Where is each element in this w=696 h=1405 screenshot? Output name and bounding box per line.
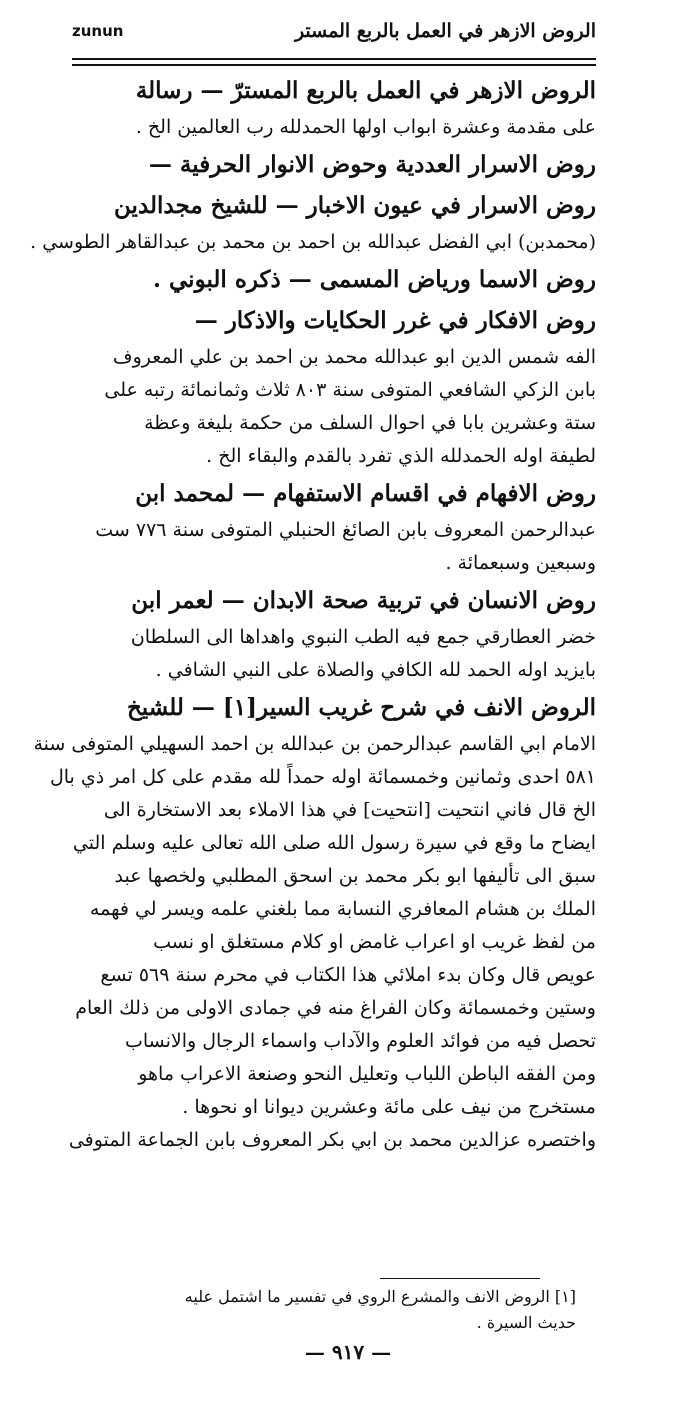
text-line: بايزيد اوله الحمد لله الكافي والصلاة على النبي الشافي . xyxy=(155,659,596,681)
running-title: الروض الازهر في العمل بالربع المستر xyxy=(294,20,596,42)
entry-heading-line: روض الانسان في تربية صحة الابدان — لعمر ابن xyxy=(131,587,596,614)
text-line: الامام ابي القاسم عبدالرحمن بن عبدالله بن احمد السهيلي المتوفى سنة xyxy=(33,733,596,755)
text-line: (محمدبن) ابي الفضل عبدالله بن احمد بن محمد بن عبدالقاهر الطوسي . xyxy=(30,231,596,253)
entry-heading-line: روض الافكار في غرر الحكايات والاذكار — xyxy=(194,307,596,334)
text-line: عبدالرحمن المعروف بابن الصائغ الحنبلي المتوفى سنة ٧٧٦ ست xyxy=(95,519,596,541)
text-line: خضر العطارقي جمع فيه الطب النبوي واهداها الى السلطان xyxy=(130,626,596,648)
text-line: على مقدمة وعشرة ابواب اولها الحمدلله رب العالمين الخ . xyxy=(135,116,596,138)
text-line: من لفظ غريب او اعراب غامض او كلام مستغلق او نسب xyxy=(153,931,596,953)
text-line: الملك بن هشام المعافري النسابة مما بلغني علمه ويسر لي فهمه xyxy=(89,898,596,920)
header-rule-top xyxy=(72,58,596,60)
text-line: واختصره عزالدين محمد بن ابي بكر المعروف بابن الجماعة المتوفى xyxy=(68,1129,596,1151)
entry-heading-line: روض الاسما ورياض المسمى — ذكره البوني . xyxy=(153,266,596,293)
text-line: وستين وخمسمائة وكان الفراغ منه في جمادى الاولى من ذلك العام xyxy=(75,997,596,1019)
text-line: ومن الفقه الباطن اللباب وتعليل النحو وصنعة الاعراب ماهو xyxy=(138,1063,596,1085)
entry-heading-line: الروض الانف في شرح غريب السير[١] — للشيخ xyxy=(126,694,596,721)
entry-heading-line: روض الافهام في اقسام الاستفهام — لمحمد ابن xyxy=(135,480,596,507)
text-line: سبق الى تأليفها ابو بكر محمد بن اسحق المطلبي ولخصها عبد xyxy=(114,865,596,887)
text-line: بابن الزكي الشافعي المتوفى سنة ٨٠٣ ثلاث وثمانمائة رتبه على xyxy=(104,379,596,401)
text-line: الخ قال فاني انتحيت [انتحيت] في هذا الاملاء بعد الاستخارة الى xyxy=(103,799,596,821)
entry-heading-line: روض الاسرار العددية وحوض الانوار الحرفية — xyxy=(148,151,596,178)
text-line: تحصل فيه من فوائد العلوم والآداب واسماء الرجال والانساب xyxy=(124,1030,596,1052)
page-number: — ٩١٧ — xyxy=(304,1340,392,1364)
text-line: مستخرج من نيف على مائة وعشرين ديوانا او نحوها . xyxy=(182,1096,596,1118)
footnote-rule xyxy=(380,1278,540,1279)
text-line: لطيفة اوله الحمدلله الذي تفرد بالقدم والبقاء الخ . xyxy=(206,445,596,467)
footnote xyxy=(120,1284,576,1336)
entry-heading-line: روض الاسرار في عيون الاخبار — للشيخ مجدالدين xyxy=(114,192,596,219)
text-line: وسبعين وسبعمائة . xyxy=(445,552,596,574)
text-line: ٥٨١ احدى وثمانين وخمسمائة اوله حمداً لله مقدم على كل امر ذي بال xyxy=(49,766,596,788)
running-header xyxy=(72,14,596,48)
footnote-line: حديث السيرة . xyxy=(476,1313,576,1332)
header-rule-bottom xyxy=(72,64,596,66)
entry-heading-line: الروض الازهر في العمل بالربع المسترّ — رسالة xyxy=(135,77,596,104)
text-line: الفه شمس الدين ابو عبدالله محمد بن احمد بن علي المعروف xyxy=(112,346,596,368)
footnote-line: [١] الروض الانف والمشرع الروي في تفسير ما اشتمل عليه xyxy=(184,1287,576,1306)
header-mark: zunun xyxy=(72,22,124,40)
text-line: ايضاح ما وقع في سيرة رسول الله صلى الله تعالى عليه وسلم التي xyxy=(72,832,596,854)
text-line: عويص قال وكان بدء املائي هذا الكتاب في محرم سنة ٥٦٩ تسع xyxy=(100,964,596,986)
body-text xyxy=(30,70,596,1285)
text-line: ستة وعشرين بابا في احوال السلف من حكمة بليغة وعظة xyxy=(144,412,596,434)
